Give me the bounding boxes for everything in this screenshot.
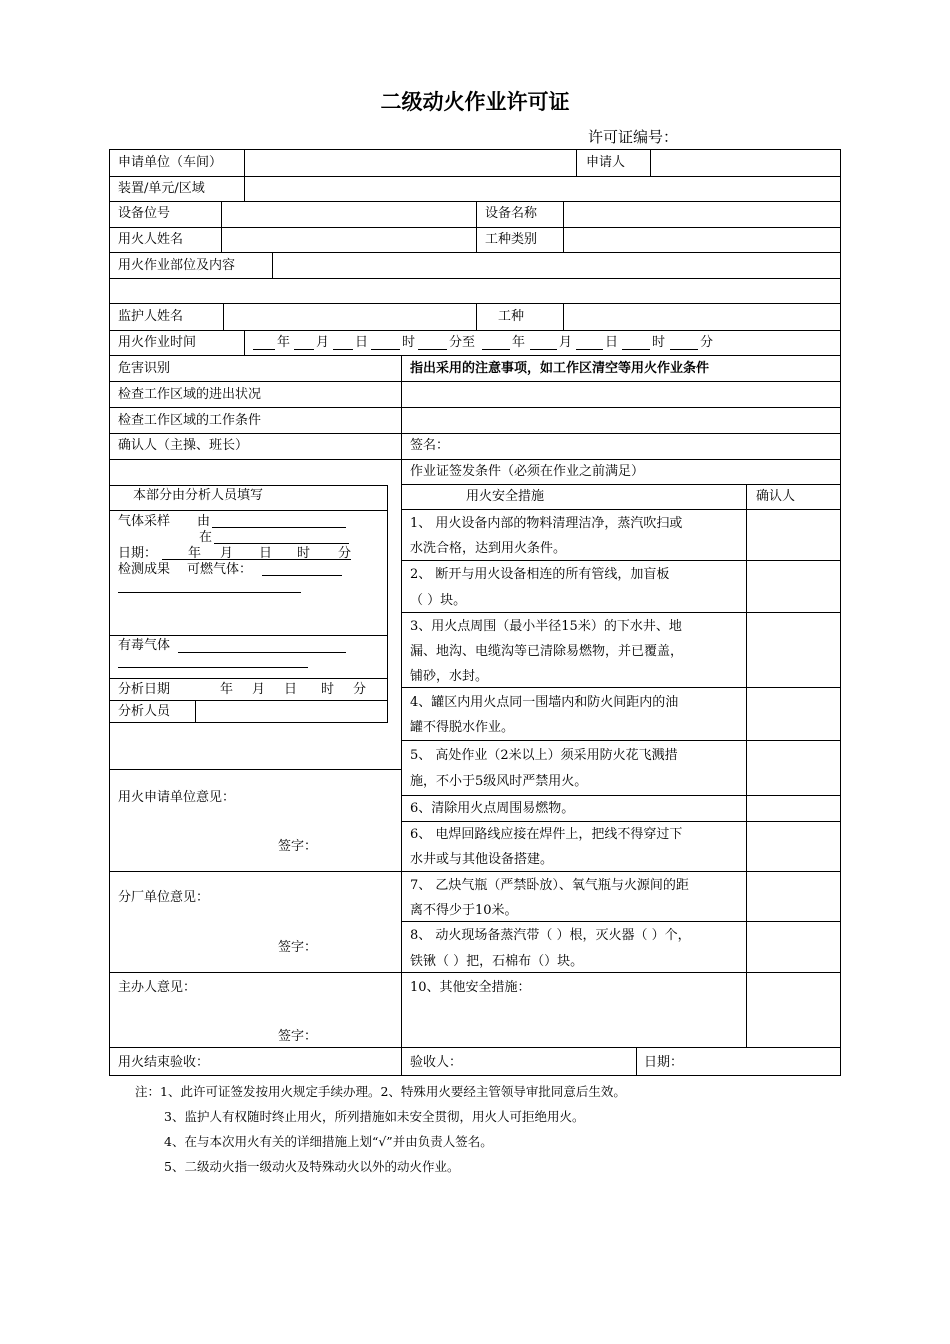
analysis-date-label: 分析日期 bbox=[118, 682, 171, 697]
permit-number-label: 许可证编号： bbox=[588, 128, 679, 146]
signature-label: 签名： bbox=[410, 438, 450, 453]
branch-unit-sign-label: 签字： bbox=[278, 940, 318, 955]
note-line: 3、监护人有权随时终止用火，所列措施如未安全贯彻，用火人可拒绝用火。 bbox=[164, 1109, 585, 1124]
measures-confirmer-heading: 确认人 bbox=[756, 489, 796, 504]
sampling-date-label: 日期： bbox=[118, 546, 158, 561]
host-sign-label: 签字： bbox=[278, 1029, 318, 1044]
applicant-unit-sign-label: 签字： bbox=[278, 839, 318, 854]
confirmer-label: 确认人（主操、班长） bbox=[118, 438, 249, 453]
hazard-label: 危害识别 bbox=[118, 361, 171, 376]
acceptance-date-label: 日期： bbox=[644, 1055, 684, 1070]
branch-unit-opinion-label: 分厂单位意见： bbox=[118, 890, 210, 905]
guardian-name-label: 监护人姓名 bbox=[118, 309, 184, 324]
apply-unit-label: 申请单位（车间） bbox=[118, 155, 223, 170]
toxic-label: 有毒气体 bbox=[118, 638, 171, 653]
note-line: 5、二级动火指一级动火及特殊动火以外的动火作业。 bbox=[164, 1159, 460, 1174]
work-location-content-label: 用火作业部位及内容 bbox=[118, 258, 236, 273]
note-line: 4、在与本次用火有关的详细措施上划“√”并由负责人签名。 bbox=[164, 1134, 493, 1149]
equipment-name-label: 设备名称 bbox=[485, 206, 538, 221]
work-time-label: 用火作业时间 bbox=[118, 335, 197, 350]
fire-user-name-label: 用火人姓名 bbox=[118, 232, 184, 247]
work-type-label: 工种类别 bbox=[485, 232, 538, 247]
analyst-label: 分析人员 bbox=[118, 704, 171, 719]
note-line: 注：1、此许可证签发按用火规定手续办理。2、特殊用火要经主管领导审批同意后生效。 bbox=[135, 1084, 626, 1099]
issue-conditions-label: 作业证签发条件（必须在作业之前满足） bbox=[410, 464, 645, 479]
gas-sampling-label: 气体采样 bbox=[118, 514, 171, 529]
applicant-label: 申请人 bbox=[586, 155, 626, 170]
hazard-note: 指出采用的注意事项，如工作区清空等用火作业条件 bbox=[410, 361, 710, 376]
measures-heading: 用火安全措施 bbox=[466, 489, 545, 504]
sampling-from-label: 由 bbox=[197, 514, 211, 529]
entry-exit-label: 检查工作区域的进出状况 bbox=[118, 387, 262, 402]
result-label: 检测成果 bbox=[118, 562, 171, 577]
equipment-no-label: 设备位号 bbox=[118, 206, 171, 221]
host-opinion-label: 主办人意见： bbox=[118, 980, 197, 995]
acceptance-label: 用火结束验收： bbox=[118, 1055, 210, 1070]
work-conditions-label: 检查工作区域的工作条件 bbox=[118, 413, 262, 428]
sampling-at-label: 在 bbox=[199, 530, 213, 545]
device-unit-area-label: 装置/单元/区域 bbox=[118, 181, 205, 196]
page-title: 二级动火作业许可证 bbox=[380, 90, 570, 114]
analysis-heading: 本部分由分析人员填写 bbox=[133, 488, 264, 503]
combustible-label: 可燃气体： bbox=[187, 562, 253, 577]
acceptor-label: 验收人： bbox=[410, 1055, 463, 1070]
applicant-unit-opinion-label: 用火申请单位意见： bbox=[118, 790, 236, 805]
guardian-work-type-label: 工种 bbox=[498, 309, 525, 324]
